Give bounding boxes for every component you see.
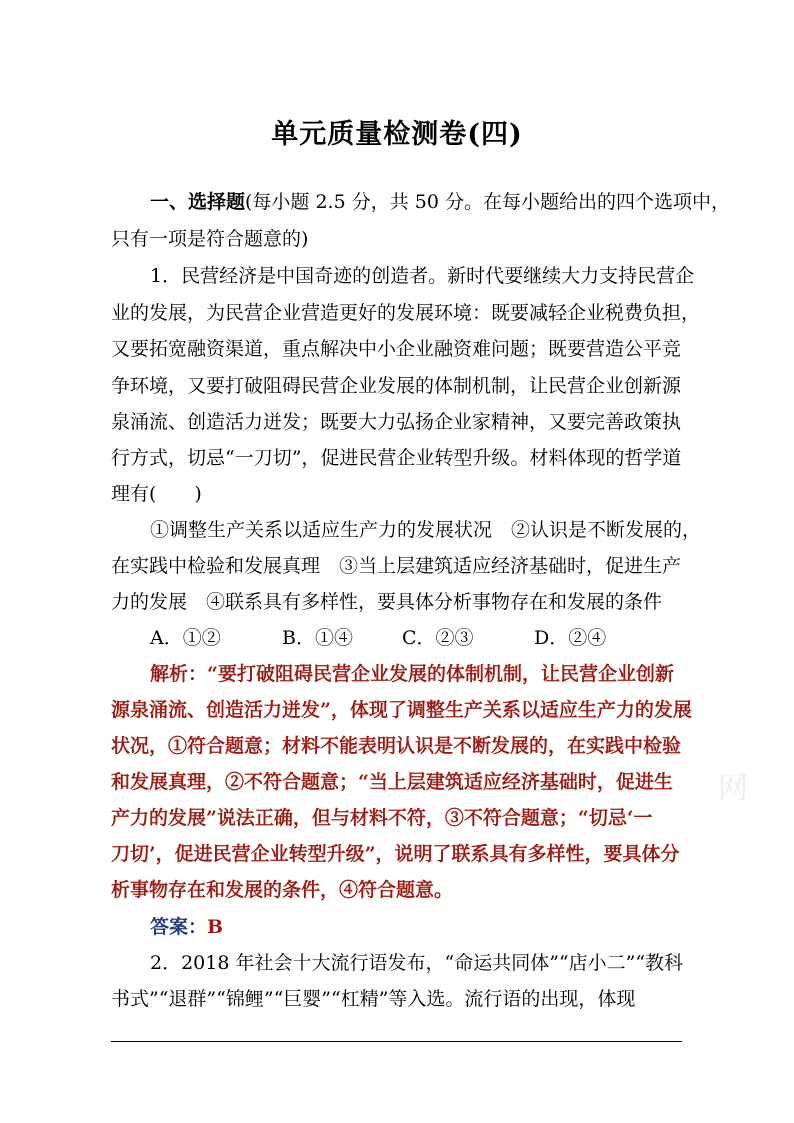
q1-statements-line: ①调整生产关系以适应生产力的发展状况 ②认识是不断发展的， [150,519,702,541]
q1-answer [150,915,223,939]
q1-stem-line: 理有( ) [111,483,202,505]
q1-analysis-line: 析事物存在和发展的条件，④符合题意。 [111,879,454,901]
q1-statements-line: 力的发展 ④联系具有多样性，要具体分析事物存在和发展的条件 [111,591,663,613]
analysis-text: “要打破阻碍民营企业发展的体制机制，让民营企业创新 [207,663,674,685]
q1-analysis-line: 状况，①符合题意；材料不能表明认识是不断发展的，在实践中检验 [111,735,682,757]
q1-stem-line: 业的发展，为民营企业营造更好的发展环境：既要减轻企业税费负担， [111,302,701,324]
answer-label: 答案： [150,916,208,938]
q1-analysis-line: 源泉涌流、创造活力迸发”，体现了调整生产关系以适应生产力的发展 [111,699,692,721]
q1-option-b: B．①④ [282,627,353,649]
q1-stem-line: 又要拓宽融资渠道，重点解决中小企业融资难问题；既要营造公平竞 [111,338,682,360]
q1-statements-line: 在实践中检验和发展真理 ③当上层建筑适应经济基础时，促进生产 [111,555,682,577]
section-heading: 一、选择题 [150,191,246,213]
q1-stem-line: 争环境，又要打破阻碍民营企业发展的体制机制，让民营企业创新源 [111,375,682,397]
section-note: (每小题 2.5 分，共 50 分。在每小题给出的四个选项中， [245,191,730,213]
q2-stem-line: 书式”“退群”“锦鲤”“巨婴”“杠精”等入选。流行语的出现，体现 [111,988,636,1010]
q1-option-a: A．①② [150,627,221,649]
q1-stem-line: 泉涌流、创造活力迸发；既要大力弘扬企业家精神，又要完善政策执 [111,411,682,433]
q1-option-d: D．②④ [534,627,607,649]
analysis-label: 解析： [150,663,208,685]
q1-analysis-line [150,662,674,686]
q1-option-c: C．②③ [402,627,474,649]
q1-stem-line: 1．民营经济是中国奇迹的创造者。新时代要继续大力支持民营企 [150,265,695,287]
q1-analysis-line: 产力的发展”说法正确，但与材料不符，③不符合题意；“切忌‘一 [111,807,653,829]
section-heading-line [150,190,730,214]
footer-divider [111,1041,682,1042]
page-title: 单元质量检测卷(四) [271,119,523,150]
answer-value: B [207,916,224,938]
section-note-continued: 只有一项是符合题意的) [111,228,309,250]
q1-stem-line: 行方式，切忌“一刀切”，促进民营企业转型升级。材料体现的哲学道 [111,447,682,469]
q1-analysis-line: 和发展真理，②不符合题意；“当上层建筑适应经济基础时，促进生 [111,771,673,793]
q2-stem-line: 2．2018 年社会十大流行语发布，“命运共同体”“店小二”“教科 [150,952,684,974]
q1-analysis-line: 刀切’，促进民营企业转型升级”，说明了联系具有多样性，要具体分 [111,843,680,865]
watermark: 网 [718,771,748,806]
